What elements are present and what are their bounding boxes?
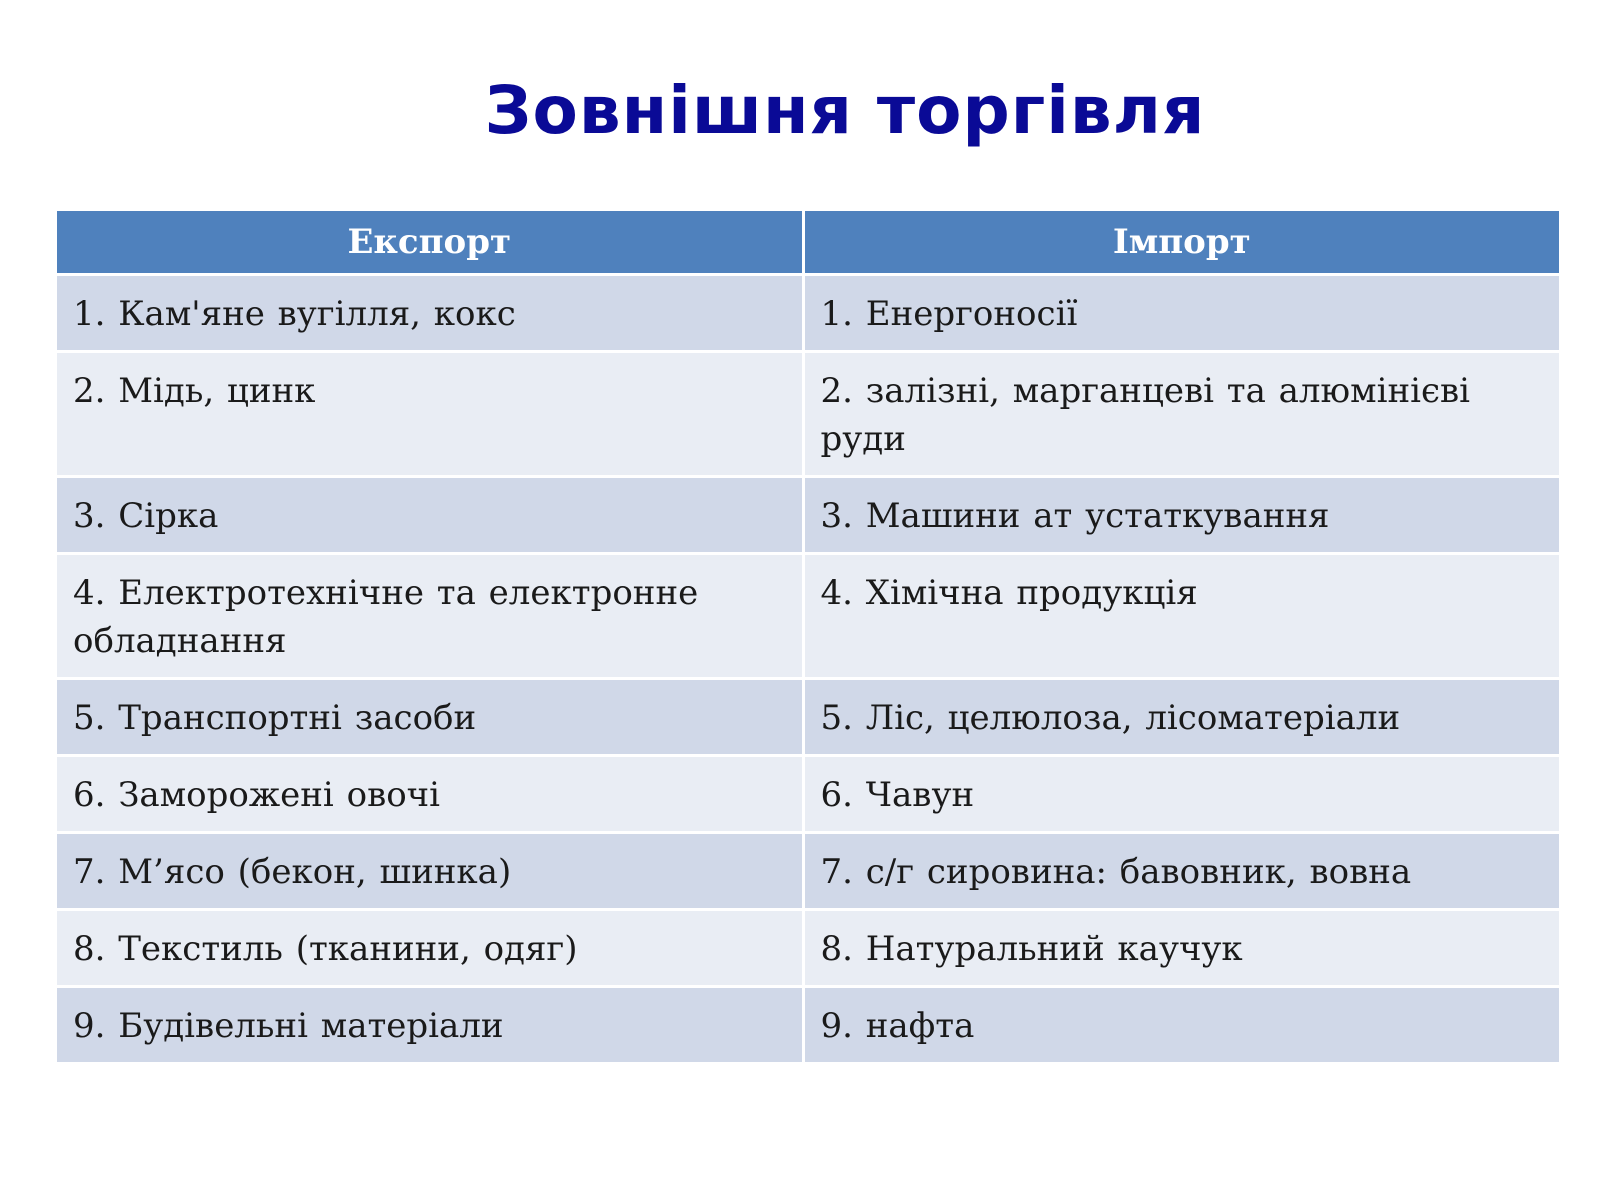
import-cell: 5. Ліс, целюлоза, лісоматеріали xyxy=(803,679,1559,756)
export-cell: 7. М’ясо (бекон, шинка) xyxy=(57,833,803,910)
export-cell: 9. Будівельні матеріали xyxy=(57,987,803,1064)
trade-table xyxy=(57,211,1559,1065)
table-header-row xyxy=(57,211,1559,275)
import-cell: 4. Хімічна продукція xyxy=(803,554,1559,679)
table-row xyxy=(57,910,1559,987)
import-cell: 9. нафта xyxy=(803,987,1559,1064)
table-row xyxy=(57,477,1559,554)
export-cell: 5. Транспортні засоби xyxy=(57,679,803,756)
export-cell: 6. Заморожені овочі xyxy=(57,756,803,833)
import-cell: 8. Натуральний каучук xyxy=(803,910,1559,987)
export-cell: 3. Сірка xyxy=(57,477,803,554)
table-row xyxy=(57,352,1559,477)
export-cell: 2. Мідь, цинк xyxy=(57,352,803,477)
export-cell: 8. Текстиль (тканини, одяг) xyxy=(57,910,803,987)
header-export: Експорт xyxy=(57,211,803,275)
import-cell: 1. Енергоносії xyxy=(803,275,1559,352)
import-cell: 2. залізні, марганцеві та алюмінієві руди xyxy=(803,352,1559,477)
export-cell: 1. Кам'яне вугілля, кокс xyxy=(57,275,803,352)
export-cell: 4. Електротехнічне та електронне обладнання xyxy=(57,554,803,679)
import-cell: 3. Машини ат устаткування xyxy=(803,477,1559,554)
table-row xyxy=(57,833,1559,910)
table-row xyxy=(57,756,1559,833)
slide-title: Зовнішня торгівля xyxy=(484,72,1206,149)
import-cell: 6. Чавун xyxy=(803,756,1559,833)
table-row xyxy=(57,679,1559,756)
table-row xyxy=(57,987,1559,1064)
table-row xyxy=(57,554,1559,679)
import-cell: 7. с/г сировина: бавовник, вовна xyxy=(803,833,1559,910)
header-import: Імпорт xyxy=(803,211,1559,275)
table-row xyxy=(57,275,1559,352)
